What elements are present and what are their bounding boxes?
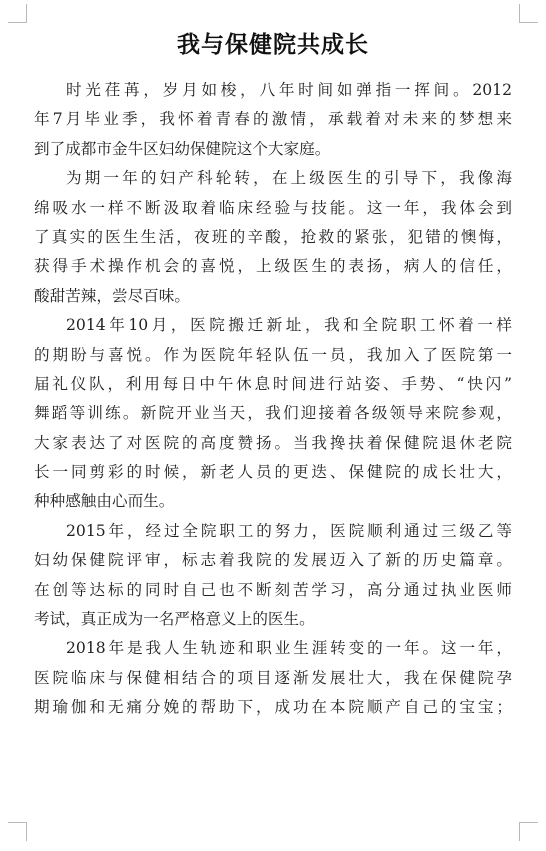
text-line: 期瑜伽和无痛分娩的帮助下，成功在本院顺产自己的宝宝； bbox=[34, 698, 512, 717]
text-line: 种种感触由心而生。 bbox=[34, 492, 175, 511]
text-line: 长一同剪彩的时候，新老人员的更迭、保健院的成长壮大， bbox=[34, 463, 512, 482]
text-line: 时光荏苒，岁月如梭，八年时间如弹指一挥间。2012 bbox=[66, 81, 512, 99]
paragraph bbox=[34, 76, 512, 164]
document-body bbox=[34, 76, 512, 723]
text-line: 考试，真正成为一名严格意义上的医生。 bbox=[34, 610, 315, 629]
text-line: 舞蹈等训练。新院开业当天，我们迎接着各级领导来院参观， bbox=[34, 404, 512, 423]
crop-mark-top-right bbox=[519, 4, 538, 23]
text-line: 获得手术操作机会的喜悦，上级医生的表扬，病人的信任， bbox=[34, 257, 512, 276]
text-line: 2014年10月，医院搬迁新址，我和全院职工怀着一样 bbox=[66, 316, 512, 335]
document-title: 我与保健院共成长 bbox=[177, 31, 369, 58]
text-line: 到了成都市金牛区妇幼保健院这个大家庭。 bbox=[34, 139, 331, 158]
paragraph bbox=[34, 164, 512, 311]
text-line: 年7月毕业季，我怀着青春的激情，承载着对未来的梦想来 bbox=[34, 110, 512, 129]
text-line: 2015年，经过全院职工的努力，医院顺利通过三级乙等 bbox=[66, 521, 512, 540]
paragraph bbox=[34, 311, 512, 517]
crop-mark-bottom-right bbox=[519, 822, 538, 841]
text-line: 绵吸水一样不断汲取着临床经验与技能。这一年，我体会到 bbox=[34, 198, 512, 217]
text-line: 在创等达标的同时自己也不断刻苦学习，高分通过执业医师 bbox=[34, 580, 512, 599]
text-line: 酸甜苦辣，尝尽百味。 bbox=[34, 286, 190, 305]
text-line: 2018年是我人生轨迹和职业生涯转变的一年。这一年， bbox=[66, 639, 512, 658]
text-line: 届礼仪队，利用每日中午休息时间进行站姿、手势、“快闪” bbox=[34, 374, 512, 393]
text-line: 的期盼与喜悦。作为医院年轻队伍一员，我加入了医院第一 bbox=[34, 345, 512, 364]
text-line: 医院临床与保健相结合的项目逐渐发展壮大，我在保健院孕 bbox=[34, 668, 512, 687]
paragraph bbox=[34, 634, 512, 722]
paragraph bbox=[34, 517, 512, 635]
crop-mark-bottom-left bbox=[8, 822, 27, 841]
text-line: 大家表达了对医院的高度赞扬。当我搀扶着保健院退休老院 bbox=[34, 433, 512, 452]
text-line: 了真实的医生生活，夜班的辛酸，抢救的紧张，犯错的懊悔， bbox=[34, 227, 512, 246]
text-line: 妇幼保健院评审，标志着我院的发展迈入了新的历史篇章。 bbox=[34, 551, 512, 570]
crop-mark-top-left bbox=[8, 4, 27, 23]
text-line: 为期一年的妇产科轮转，在上级医生的引导下，我像海 bbox=[66, 169, 512, 188]
